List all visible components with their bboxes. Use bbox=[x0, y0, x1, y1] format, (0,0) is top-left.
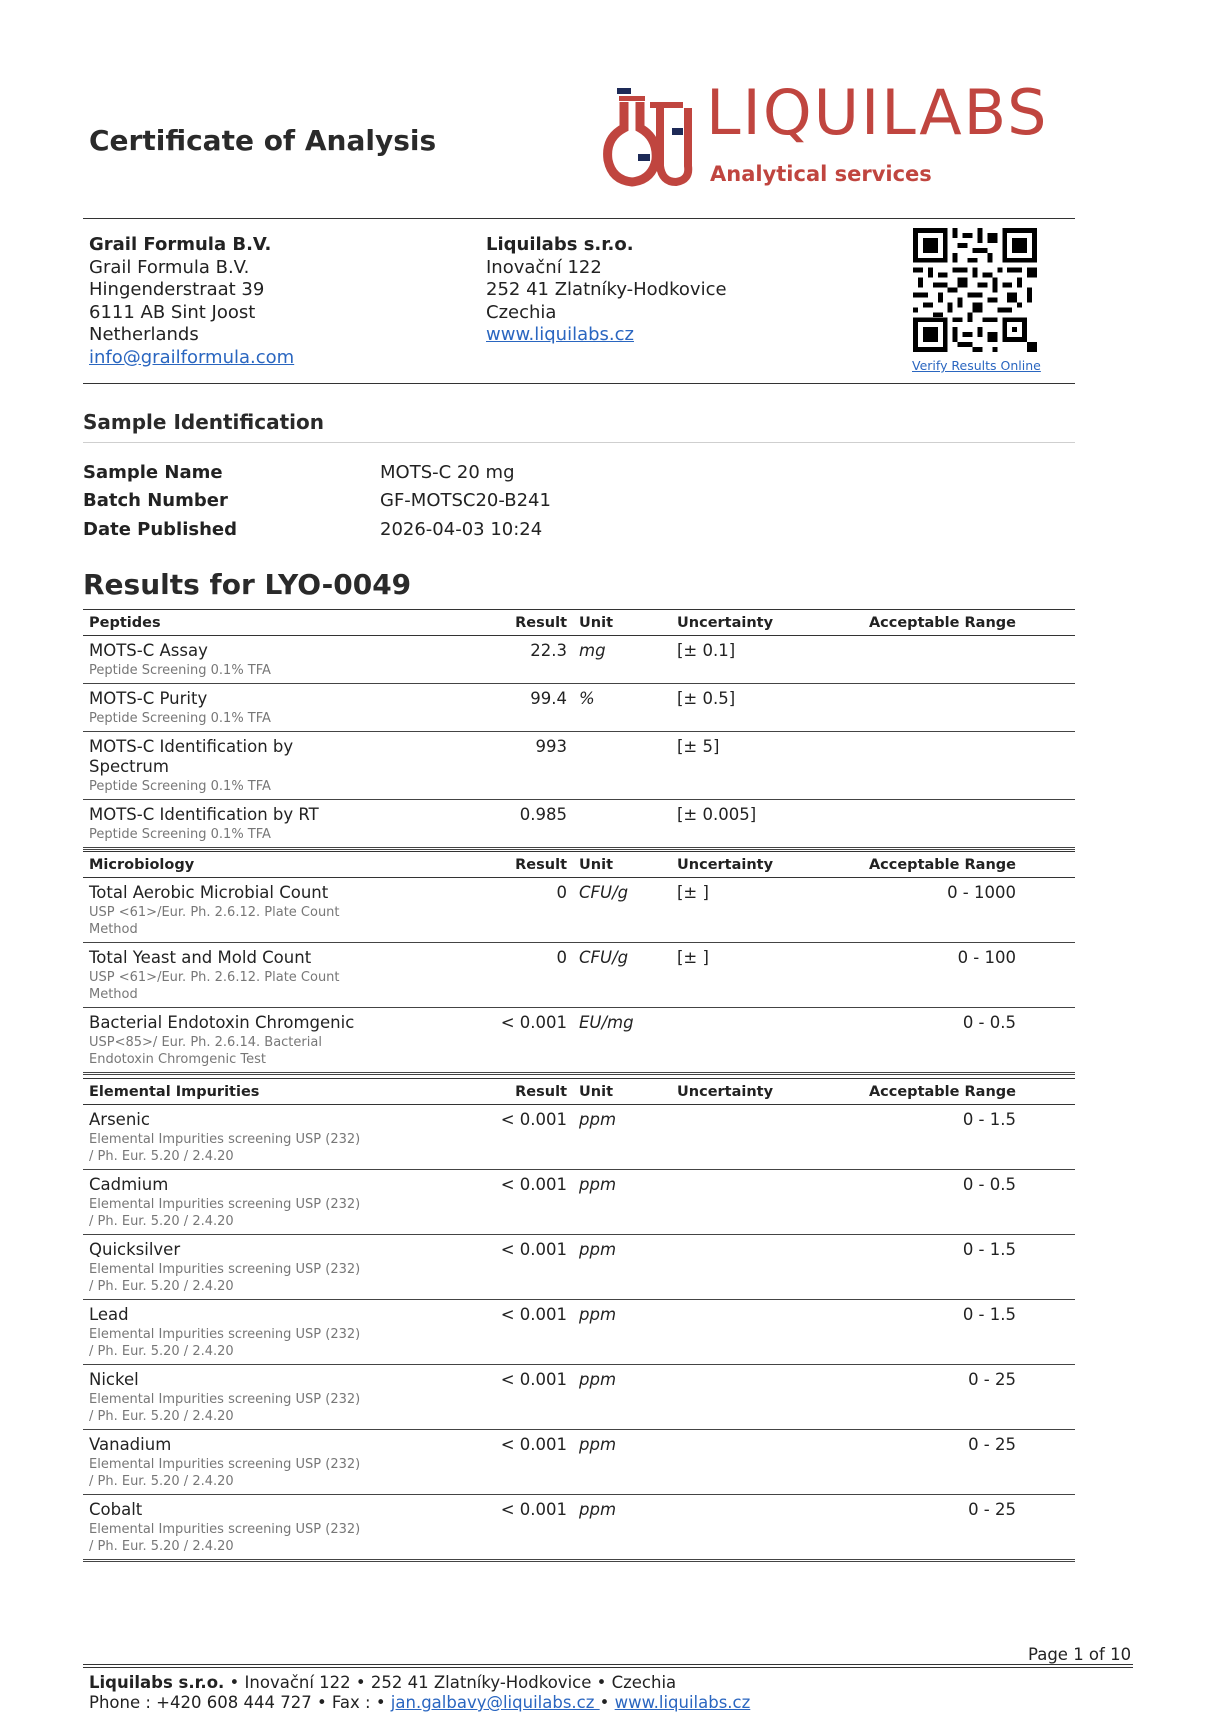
sample-name-label: Sample Name bbox=[83, 462, 223, 483]
analyte-name: Cobalt bbox=[89, 1500, 143, 1519]
uncertainty-cell: [± ] bbox=[671, 878, 836, 943]
uncertainty-cell: [± 0.1] bbox=[671, 636, 836, 684]
column-header: Uncertainty bbox=[671, 852, 836, 878]
table-row bbox=[83, 1235, 1075, 1300]
table-row bbox=[83, 1430, 1075, 1495]
result-cell: < 0.001 bbox=[373, 1300, 573, 1365]
table-row bbox=[83, 1105, 1075, 1170]
footer-email-link[interactable]: jan.galbavy@liquilabs.cz bbox=[390, 1693, 600, 1712]
analyte-method: USP <61>/Eur. Ph. 2.6.12. Plate Count Method bbox=[89, 905, 340, 937]
table-header-row bbox=[83, 852, 1075, 878]
client-city: 6111 AB Sint Joost bbox=[89, 301, 256, 323]
column-header: Elemental Impurities bbox=[83, 1079, 373, 1105]
analyte-cell bbox=[83, 1495, 373, 1561]
spacer-cell bbox=[1022, 1430, 1075, 1495]
peptides-table bbox=[83, 609, 1075, 850]
analyte-cell bbox=[83, 684, 373, 732]
range-cell: 0 - 25 bbox=[836, 1495, 1022, 1561]
table-row bbox=[83, 636, 1075, 684]
range-cell: 0 - 1.5 bbox=[836, 1300, 1022, 1365]
unit-cell: ppm bbox=[573, 1365, 671, 1430]
range-cell: 0 - 0.5 bbox=[836, 1170, 1022, 1235]
uncertainty-cell bbox=[671, 1365, 836, 1430]
result-cell: 99.4 bbox=[373, 684, 573, 732]
uncertainty-cell bbox=[671, 1105, 836, 1170]
unit-cell: % bbox=[573, 684, 671, 732]
client-street: Hingenderstraat 39 bbox=[89, 279, 265, 300]
page-number: Page 1 of 10 bbox=[1028, 1645, 1132, 1664]
unit-cell: ppm bbox=[573, 1300, 671, 1365]
column-header: Acceptable Range bbox=[836, 852, 1022, 878]
analyte-method: Elemental Impurities screening USP (232) / Ph. Eur. 5.20 / 2.4.20 bbox=[89, 1392, 361, 1424]
analyte-method: Peptide Screening 0.1% TFA bbox=[89, 711, 271, 726]
column-header: Microbiology bbox=[83, 852, 373, 878]
analyte-method: USP <61>/Eur. Ph. 2.6.12. Plate Count Method bbox=[89, 970, 340, 1002]
footer-address: • Inovační 122 • 252 41 Zlatníky-Hodkovice • Czechia bbox=[224, 1673, 677, 1692]
unit-cell: ppm bbox=[573, 1235, 671, 1300]
spacer-cell bbox=[1022, 1105, 1075, 1170]
unit-cell bbox=[573, 800, 671, 849]
range-cell bbox=[836, 800, 1022, 849]
client-name: Grail Formula B.V. bbox=[89, 256, 250, 278]
unit-cell: ppm bbox=[573, 1495, 671, 1561]
column-header: Uncertainty bbox=[671, 610, 836, 636]
analyte-method: Elemental Impurities screening USP (232) / Ph. Eur. 5.20 / 2.4.20 bbox=[89, 1197, 361, 1229]
analyte-name: Arsenic bbox=[89, 1110, 150, 1129]
lab-address bbox=[486, 234, 727, 347]
column-spacer bbox=[1022, 610, 1075, 636]
table-row bbox=[83, 1365, 1075, 1430]
date-published-label: Date Published bbox=[83, 519, 238, 540]
lab-name: Liquilabs s.r.o. bbox=[486, 234, 634, 255]
table-header-row bbox=[83, 610, 1075, 636]
spacer-cell bbox=[1022, 1008, 1075, 1074]
analyte-method: Elemental Impurities screening USP (232) / Ph. Eur. 5.20 / 2.4.20 bbox=[89, 1457, 361, 1489]
analyte-name: Nickel bbox=[89, 1370, 139, 1389]
footer-company: Liquilabs s.r.o. bbox=[89, 1673, 225, 1692]
column-header: Unit bbox=[573, 610, 671, 636]
analyte-name: Bacterial Endotoxin Chromgenic bbox=[89, 1013, 355, 1032]
range-cell: 0 - 1.5 bbox=[836, 1235, 1022, 1300]
uncertainty-cell bbox=[671, 1170, 836, 1235]
table-header-row bbox=[83, 1079, 1075, 1105]
analyte-name: Quicksilver bbox=[89, 1240, 181, 1259]
spacer-cell bbox=[1022, 732, 1075, 800]
qr-code-icon bbox=[913, 228, 1037, 352]
column-header: Result bbox=[373, 1079, 573, 1105]
table-row bbox=[83, 1170, 1075, 1235]
footer-separator: • bbox=[599, 1693, 615, 1712]
date-published-value: 2026-04-03 10:24 bbox=[380, 519, 543, 540]
address-divider bbox=[83, 383, 1075, 384]
logo-subtitle: Analytical services bbox=[710, 162, 932, 186]
uncertainty-cell: [± 0.005] bbox=[671, 800, 836, 849]
uncertainty-cell bbox=[671, 1235, 836, 1300]
unit-cell: mg bbox=[573, 636, 671, 684]
analyte-cell bbox=[83, 1008, 373, 1074]
analyte-name: Lead bbox=[89, 1305, 129, 1324]
range-cell: 0 - 1000 bbox=[836, 878, 1022, 943]
table-row bbox=[83, 878, 1075, 943]
table-row bbox=[83, 1495, 1075, 1561]
batch-number-value: GF-MOTSC20-B241 bbox=[380, 490, 551, 511]
lab-city: 252 41 Zlatníky-Hodkovice bbox=[486, 279, 727, 300]
column-spacer bbox=[1022, 1079, 1075, 1105]
unit-cell: CFU/g bbox=[573, 943, 671, 1008]
spacer-cell bbox=[1022, 684, 1075, 732]
footer-website-link[interactable]: www.liquilabs.cz bbox=[614, 1693, 751, 1712]
analyte-method: Peptide Screening 0.1% TFA bbox=[89, 663, 271, 678]
analyte-cell bbox=[83, 800, 373, 849]
range-cell bbox=[836, 684, 1022, 732]
analyte-method: Elemental Impurities screening USP (232) / Ph. Eur. 5.20 / 2.4.20 bbox=[89, 1262, 361, 1294]
lab-country: Czechia bbox=[486, 301, 557, 323]
uncertainty-cell bbox=[671, 1495, 836, 1561]
uncertainty-cell: [± 5] bbox=[671, 732, 836, 800]
result-cell: 22.3 bbox=[373, 636, 573, 684]
lab-street: Inovační 122 bbox=[486, 256, 602, 278]
spacer-cell bbox=[1022, 1300, 1075, 1365]
table-row bbox=[83, 800, 1075, 849]
spacer-cell bbox=[1022, 800, 1075, 849]
analyte-cell bbox=[83, 732, 373, 800]
column-spacer bbox=[1022, 852, 1075, 878]
footer-divider-top bbox=[83, 1664, 1133, 1665]
analyte-cell bbox=[83, 1170, 373, 1235]
analyte-cell bbox=[83, 1430, 373, 1495]
uncertainty-cell: [± 0.5] bbox=[671, 684, 836, 732]
range-cell: 0 - 1.5 bbox=[836, 1105, 1022, 1170]
analyte-method: Elemental Impurities screening USP (232) / Ph. Eur. 5.20 / 2.4.20 bbox=[89, 1132, 361, 1164]
column-header: Unit bbox=[573, 1079, 671, 1105]
result-cell: 0 bbox=[373, 878, 573, 943]
column-header: Peptides bbox=[83, 610, 373, 636]
unit-cell: ppm bbox=[573, 1430, 671, 1495]
spacer-cell bbox=[1022, 1170, 1075, 1235]
footer-divider-bottom bbox=[83, 1667, 1133, 1668]
range-cell: 0 - 0.5 bbox=[836, 1008, 1022, 1074]
results-title: Results for LYO-0049 bbox=[83, 568, 412, 601]
sample-section-title: Sample Identification bbox=[83, 410, 324, 434]
uncertainty-cell bbox=[671, 1008, 836, 1074]
analyte-name: MOTS-C Assay bbox=[89, 641, 208, 660]
result-cell: < 0.001 bbox=[373, 1495, 573, 1561]
flask-logo-icon bbox=[600, 88, 695, 188]
logo-wordmark: LIQUILABS bbox=[706, 76, 1049, 149]
range-cell bbox=[836, 636, 1022, 684]
column-header: Unit bbox=[573, 852, 671, 878]
spacer-cell bbox=[1022, 878, 1075, 943]
unit-cell: ppm bbox=[573, 1105, 671, 1170]
result-cell: < 0.001 bbox=[373, 1235, 573, 1300]
client-email-link[interactable]: info@grailformula.com bbox=[89, 346, 295, 368]
table-row bbox=[83, 943, 1075, 1008]
lab-website-link[interactable]: www.liquilabs.cz bbox=[486, 324, 634, 345]
spacer-cell bbox=[1022, 1235, 1075, 1300]
analyte-cell bbox=[83, 1365, 373, 1430]
sample-name-value: MOTS-C 20 mg bbox=[380, 462, 515, 483]
uncertainty-cell bbox=[671, 1430, 836, 1495]
footer-phone-fax: Phone : +420 608 444 727 • Fax : • bbox=[89, 1693, 391, 1712]
range-cell: 0 - 25 bbox=[836, 1365, 1022, 1430]
analyte-name: Cadmium bbox=[89, 1175, 169, 1194]
footer-company-line bbox=[89, 1673, 676, 1692]
column-header: Result bbox=[373, 610, 573, 636]
unit-cell: EU/mg bbox=[573, 1008, 671, 1074]
client-country: Netherlands bbox=[89, 324, 199, 345]
sample-section-divider bbox=[83, 442, 1075, 443]
analyte-name: MOTS-C Identification by Spectrum bbox=[89, 737, 294, 776]
analyte-cell bbox=[83, 1105, 373, 1170]
analyte-method: Peptide Screening 0.1% TFA bbox=[89, 827, 271, 842]
table-row bbox=[83, 732, 1075, 800]
analyte-name: MOTS-C Identification by RT bbox=[89, 805, 319, 824]
column-header: Uncertainty bbox=[671, 1079, 836, 1105]
column-header: Acceptable Range bbox=[836, 610, 1022, 636]
analyte-method: Elemental Impurities screening USP (232) / Ph. Eur. 5.20 / 2.4.20 bbox=[89, 1522, 361, 1554]
client-name-bold: Grail Formula B.V. bbox=[89, 234, 272, 255]
column-header: Acceptable Range bbox=[836, 1079, 1022, 1105]
spacer-cell bbox=[1022, 1495, 1075, 1561]
table-row bbox=[83, 1008, 1075, 1074]
uncertainty-cell: [± ] bbox=[671, 943, 836, 1008]
unit-cell bbox=[573, 732, 671, 800]
result-cell: < 0.001 bbox=[373, 1105, 573, 1170]
column-header: Result bbox=[373, 852, 573, 878]
unit-cell: ppm bbox=[573, 1170, 671, 1235]
table-row bbox=[83, 684, 1075, 732]
result-cell: < 0.001 bbox=[373, 1365, 573, 1430]
microbiology-table bbox=[83, 851, 1075, 1075]
unit-cell: CFU/g bbox=[573, 878, 671, 943]
result-cell: < 0.001 bbox=[373, 1170, 573, 1235]
spacer-cell bbox=[1022, 636, 1075, 684]
result-cell: 993 bbox=[373, 732, 573, 800]
result-cell: < 0.001 bbox=[373, 1430, 573, 1495]
analyte-name: Total Yeast and Mold Count bbox=[89, 948, 312, 967]
analyte-method: USP<85>/ Eur. Ph. 2.6.14. Bacterial Endotoxin Chromgenic Test bbox=[89, 1035, 322, 1067]
range-cell: 0 - 25 bbox=[836, 1430, 1022, 1495]
analyte-cell bbox=[83, 1300, 373, 1365]
document-title: Certificate of Analysis bbox=[89, 124, 437, 157]
analyte-name: MOTS-C Purity bbox=[89, 689, 208, 708]
spacer-cell bbox=[1022, 1365, 1075, 1430]
result-cell: < 0.001 bbox=[373, 1008, 573, 1074]
client-address bbox=[89, 234, 294, 369]
analyte-cell bbox=[83, 636, 373, 684]
range-cell: 0 - 100 bbox=[836, 943, 1022, 1008]
footer-contact-line bbox=[89, 1693, 750, 1712]
liquilabs-logo bbox=[600, 76, 1080, 198]
analyte-method: Peptide Screening 0.1% TFA bbox=[89, 779, 271, 794]
result-cell: 0 bbox=[373, 943, 573, 1008]
analyte-cell bbox=[83, 1235, 373, 1300]
batch-number-label: Batch Number bbox=[83, 490, 228, 511]
spacer-cell bbox=[1022, 943, 1075, 1008]
analyte-name: Vanadium bbox=[89, 1435, 172, 1454]
result-cell: 0.985 bbox=[373, 800, 573, 849]
range-cell bbox=[836, 732, 1022, 800]
uncertainty-cell bbox=[671, 1300, 836, 1365]
header-divider bbox=[83, 218, 1075, 219]
table-row bbox=[83, 1300, 1075, 1365]
analyte-cell bbox=[83, 878, 373, 943]
analyte-method: Elemental Impurities screening USP (232) / Ph. Eur. 5.20 / 2.4.20 bbox=[89, 1327, 361, 1359]
verify-results-link[interactable]: Verify Results Online bbox=[912, 358, 1041, 373]
analyte-cell bbox=[83, 943, 373, 1008]
analyte-name: Total Aerobic Microbial Count bbox=[89, 883, 329, 902]
elemental-impurities-table bbox=[83, 1078, 1075, 1562]
